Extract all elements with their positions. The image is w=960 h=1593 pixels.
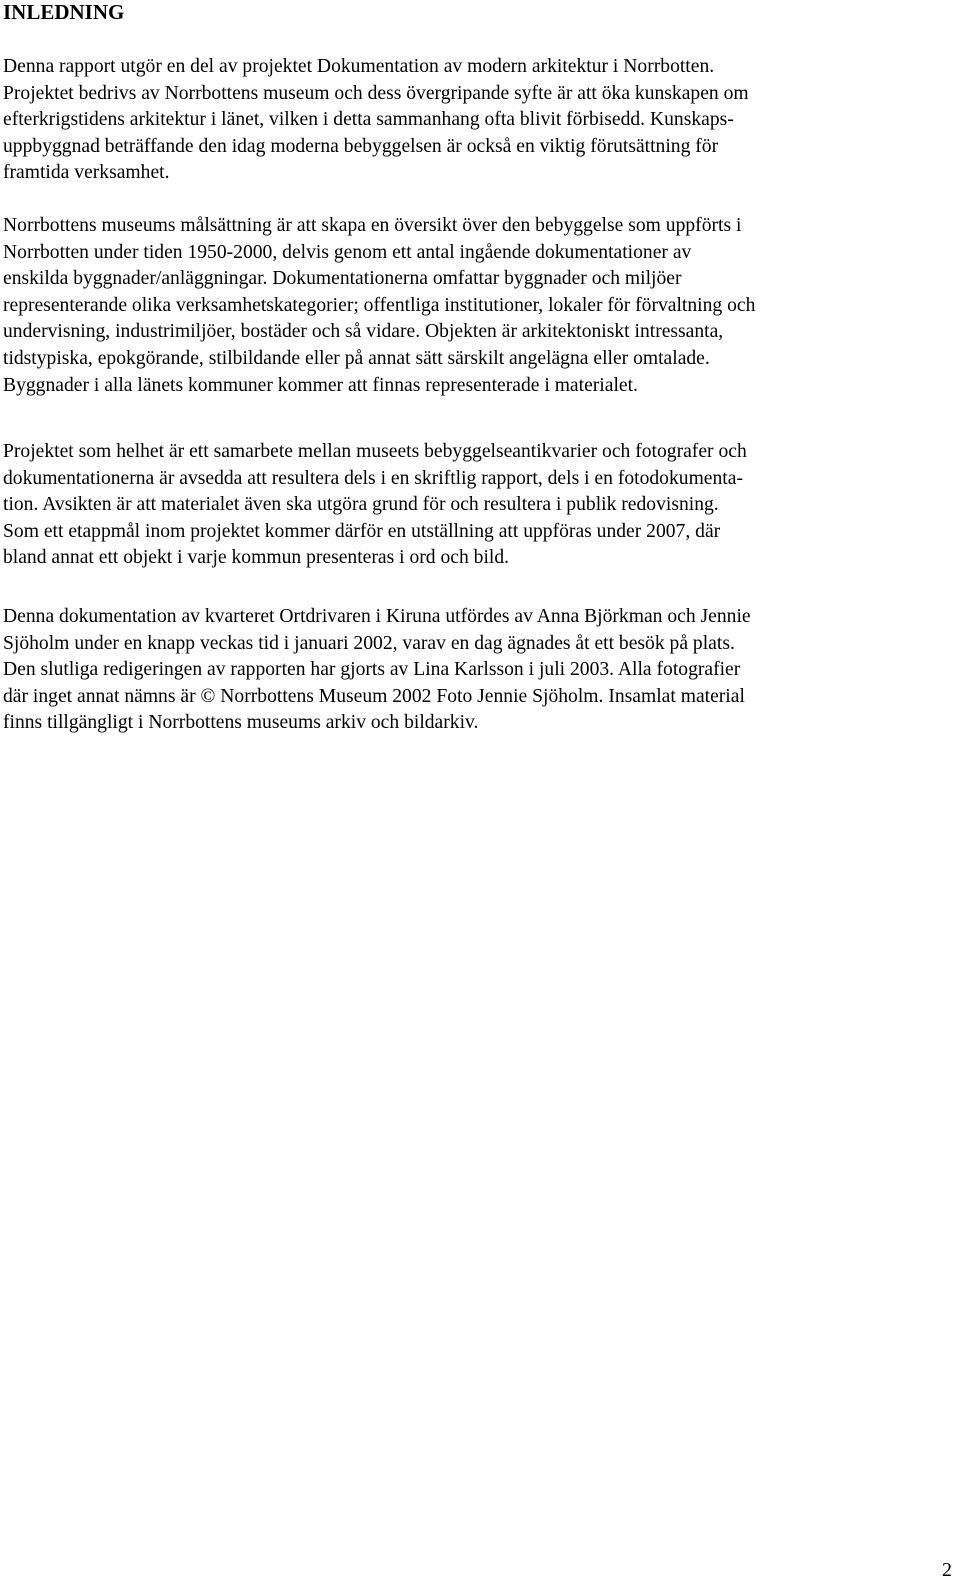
- document-page: [3, 0, 933, 734]
- paragraph-credits: Denna dokumentation av kvarteret Ortdrivaren i Kiruna utfördes av Anna Björkman och Jennie Sjöholm under en knapp veckas tid i januari 2002, varav en dag ägnades åt ett besök på plats. Den slutliga redigeringen av rapporten har gjorts av Lina Karlsson i juli 2003. Alla fotografier där inget annat nämns är © Norrbottens Museum 2002 Foto Jennie Sjöholm. Insamlat material finns tillgängligt i Norrbottens museums arkiv och bildarkiv.: [3, 606, 751, 734]
- page-number: 2: [942, 1559, 952, 1581]
- paragraph-goals: Norrbottens museums målsättning är att skapa en översikt över den bebyggelse som uppförts i Norrbotten under tiden 1950-2000, delvis genom ett antal ingående dokumentationer av enskilda byggnader/anläggningar. Dokumentationerna omfattar byggnader och miljöer representerande olika verksamhetskategorier; offentliga institutioner, lokaler för förvaltning och undervisning, industrimiljöer, bostäder och så vidare. Objekten är arkitektoniskt intressanta, tidstypiska, epokgörande, stilbildande eller på annat sätt särskilt angelägna eller omtalade. Byggnader i alla länets kommuner kommer att finnas representerade i materialet.: [3, 215, 756, 396]
- paragraph-collaboration: Projektet som helhet är ett samarbete mellan museets bebyggelseantikvarier och fotografer och dokumentationerna är avsedda att resultera dels i en skriftlig rapport, dels i en fotodokumenta- tion. Avsikten är att materialet även ska utgöra grund för och resultera i publik redovisning. Som ett etappmål inom projektet kommer därför en utställning att uppföras under 2007, där bland annat ett objekt i varje kommun presenteras i ord och bild.: [3, 441, 747, 569]
- paragraph-intro: Denna rapport utgör en del av projektet Dokumentation av modern arkitektur i Norrbotten. Projektet bedrivs av Norrbottens museum och dess övergripande syfte är att öka kunskapen om efterkrigstidens arkitektur i länet, vilken i detta sammanhang ofta blivit förbisedd. Kunskaps- uppbyggnad beträffande den idag moderna bebyggelsen är också en viktig förutsättning för framtida verksamhet.: [3, 56, 749, 184]
- section-heading: INLEDNING: [3, 0, 125, 24]
